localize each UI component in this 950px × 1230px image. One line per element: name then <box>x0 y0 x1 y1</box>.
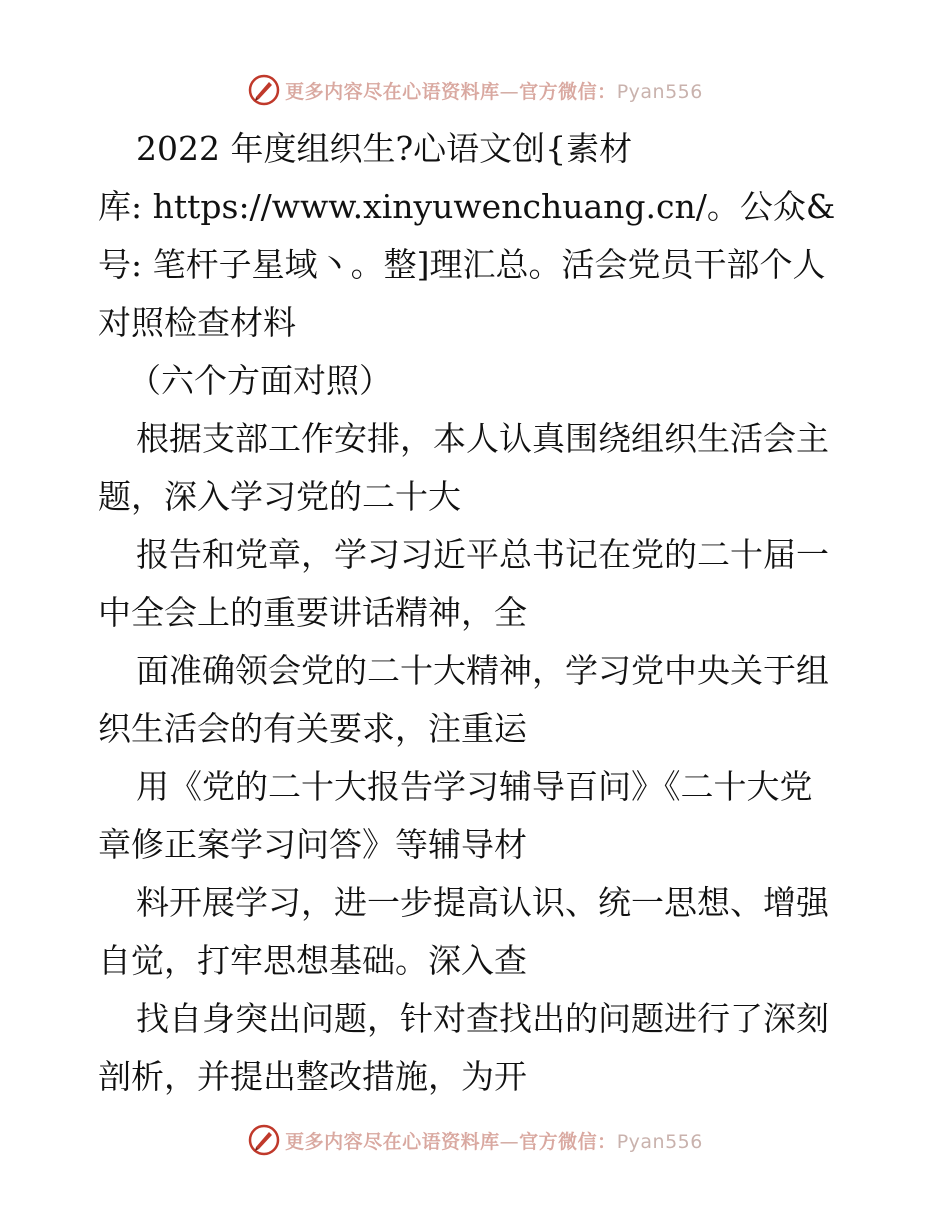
title-line-4: 对照检查材料 <box>98 303 296 342</box>
paragraph-line: 剖析，并提出整改措施，为开 <box>98 1057 527 1096</box>
paragraph-line: 织生活会的有关要求，注重运 <box>98 709 527 748</box>
paragraph-line: 中全会上的重要讲话精神，全 <box>98 593 527 632</box>
paragraph-line: 料开展学习，进一步提高认识、统一思想、增强 <box>136 883 829 922</box>
title-line-2: 库: https://www.xinyuwenchuang.cn/。公众& <box>98 187 836 226</box>
paragraph-line: 报告和党章，学习习近平总书记在党的二十届一 <box>136 535 829 574</box>
paragraph-line: 面准确领会党的二十大精神，学习党中央关于组 <box>136 651 829 690</box>
paragraph-line: 题，深入学习党的二十大 <box>98 477 461 516</box>
paragraph-line: 找自身突出问题，针对查找出的问题进行了深刻 <box>136 999 829 1038</box>
subtitle-line: （六个方面对照） <box>128 361 392 400</box>
watermark-banner-bottom <box>0 1120 950 1160</box>
watermark-text: 更多内容尽在心语资料库—官方微信：Pyan556 <box>285 1130 703 1153</box>
pen-logo-icon <box>247 73 281 107</box>
paragraph-line: 用《党的二十大报告学习辅导百问》《二十大党 <box>136 767 813 806</box>
paragraph-line: 自觉，打牢思想基础。深入查 <box>98 941 527 980</box>
paragraph-line: 根据支部工作安排，本人认真围绕组织生活会主 <box>136 419 829 458</box>
watermark-banner-top <box>0 70 950 110</box>
watermark-text: 更多内容尽在心语资料库—官方微信：Pyan556 <box>285 80 703 103</box>
title-line-3: 号: 笔杆子星域丶。整]理汇总。活会党员干部个人 <box>98 245 826 284</box>
document-body <box>98 120 858 1106</box>
pen-logo-icon <box>247 1123 281 1157</box>
title-line-1: 2022 年度组织生?心语文创{素材 <box>136 129 633 168</box>
paragraph-line: 章修正案学习问答》等辅导材 <box>98 825 527 864</box>
